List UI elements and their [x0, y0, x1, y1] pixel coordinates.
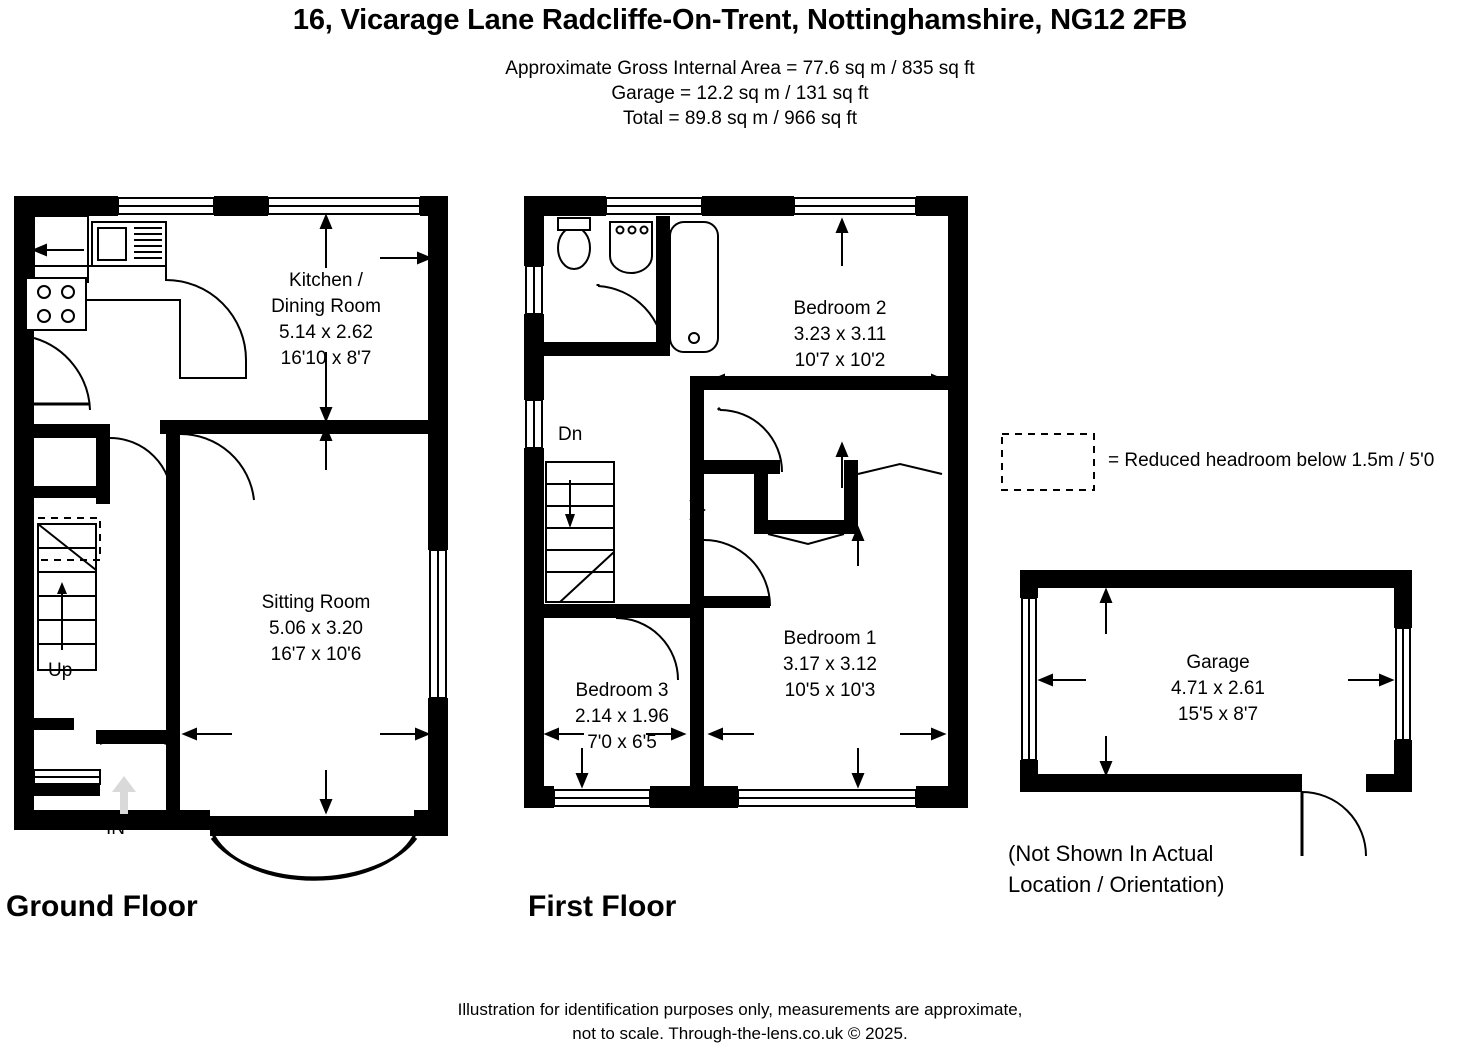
room-imperial: 10'5 x 10'3 — [784, 680, 876, 701]
room-name-line2: Dining Room — [271, 296, 381, 317]
room-label-sitting-room — [216, 590, 416, 668]
entrance-arrow — [112, 776, 136, 814]
garage-note — [1008, 838, 1224, 900]
floor-label-ground: Ground Floor — [6, 890, 198, 923]
page-title: 16, Vicarage Lane Radcliffe-On-Trent, Nottinghamshire, NG12 2FB — [292, 4, 1188, 36]
room-metric: 5.06 x 3.20 — [268, 618, 364, 639]
room-name: Bedroom 1 — [783, 628, 877, 649]
room-name: Bedroom 2 — [793, 298, 887, 319]
area-gross-internal: Approximate Gross Internal Area = 77.6 sq m / 835 sq ft — [505, 58, 975, 79]
room-imperial: 10'7 x 10'2 — [794, 350, 886, 371]
room-name-line1: Kitchen / — [289, 270, 363, 291]
room-metric: 3.17 x 3.12 — [782, 654, 878, 675]
footer-line-2: not to scale. Through-the-lens.co.uk © 2025. — [572, 1024, 908, 1043]
room-metric: 5.14 x 2.62 — [278, 322, 374, 343]
room-imperial: 15'5 x 8'7 — [1177, 704, 1259, 725]
room-label-bedroom-1 — [730, 626, 930, 704]
room-label-bedroom-2 — [742, 296, 938, 374]
stairs-up-label: Up — [48, 660, 73, 681]
floor-label-first: First Floor — [528, 890, 677, 923]
room-metric: 4.71 x 2.61 — [1170, 678, 1266, 699]
room-imperial: 16'10 x 8'7 — [280, 348, 372, 369]
legend-reduced-headroom: = Reduced headroom below 1.5m / 5'0 — [1108, 450, 1435, 471]
room-label-garage — [1118, 650, 1318, 728]
room-name: Sitting Room — [261, 592, 371, 613]
room-metric: 3.23 x 3.11 — [793, 324, 887, 345]
footer-disclaimer — [0, 998, 1480, 1046]
garage-note-line2: Location / Orientation) — [1008, 872, 1225, 897]
area-garage: Garage = 12.2 sq m / 131 sq ft — [611, 83, 869, 104]
stairs-down-label: Dn — [558, 424, 583, 445]
room-label-kitchen-dining — [236, 268, 416, 372]
footer-line-1: Illustration for identification purposes only, measurements are approximate, — [457, 1000, 1023, 1019]
entrance-label: IN — [106, 818, 125, 839]
room-name: Bedroom 3 — [575, 680, 669, 701]
area-total: Total = 89.8 sq m / 966 sq ft — [623, 108, 857, 129]
room-imperial: 7'0 x 6'5 — [587, 732, 657, 753]
legend-swatch — [1002, 434, 1094, 490]
room-metric: 2.14 x 1.96 — [574, 706, 670, 727]
garage-note-line1: (Not Shown In Actual — [1008, 841, 1214, 866]
room-name: Garage — [1186, 652, 1250, 673]
room-label-bedroom-3 — [534, 678, 710, 756]
room-imperial: 16'7 x 10'6 — [270, 644, 362, 665]
